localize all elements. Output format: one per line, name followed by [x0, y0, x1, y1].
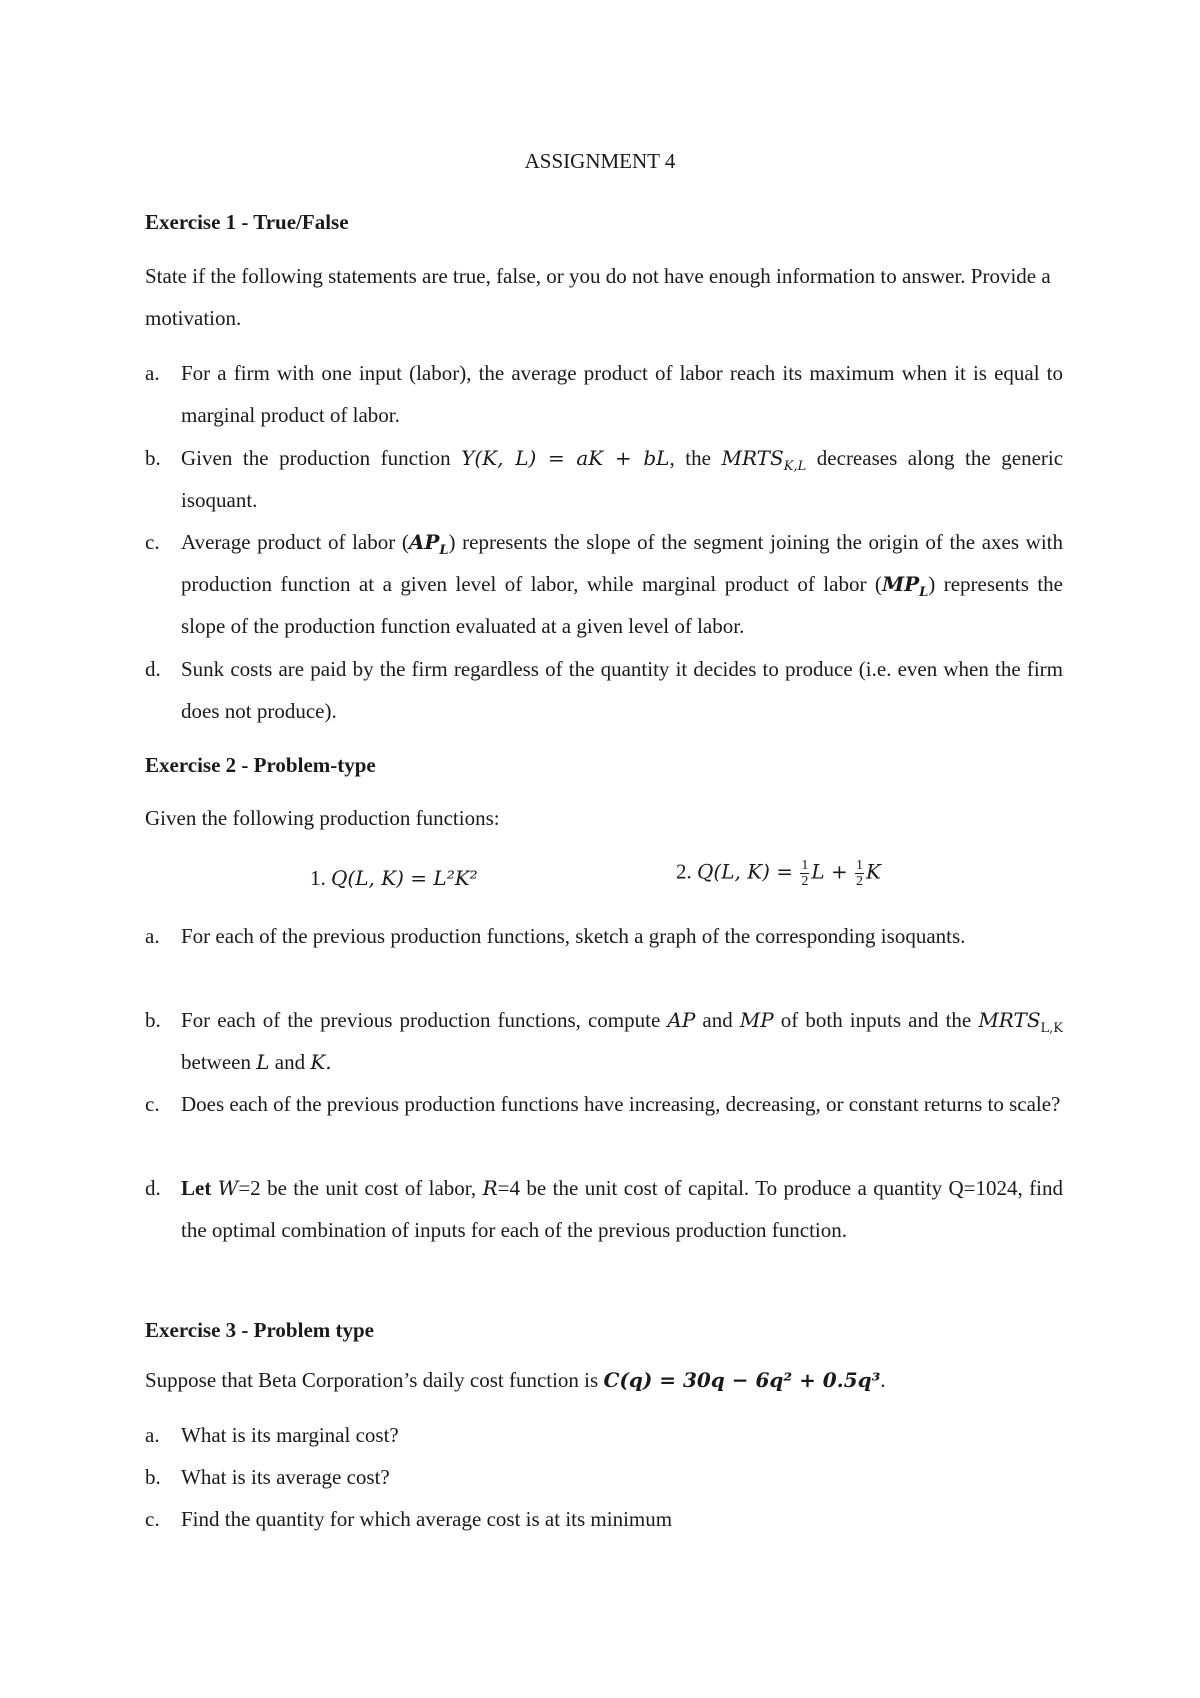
item-text — [181, 437, 1063, 521]
item-label: c. — [145, 1507, 160, 1531]
item-text: Does each of the previous production functions have increasing, decreasing, or constant returns to scale? — [181, 1092, 1061, 1116]
item-text-post: decreases along the generic isoquant. — [181, 446, 1064, 512]
production-function-formula: Y(K, L) = aK + bL — [461, 446, 670, 470]
formula-2-left: Q(L, K) = — [697, 859, 794, 884]
item-label: b. — [145, 446, 161, 470]
exercise-3-heading: Exercise 3 - Problem type — [145, 1318, 375, 1342]
exercise-2-item-c — [145, 1083, 1063, 1125]
exercise-3-item-b — [145, 1456, 1063, 1498]
item-label: c. — [145, 1092, 160, 1116]
exercise-3-intro: Suppose that Beta Corporation’s daily cost function is C(q) = 30q − 6q² + 0.5q³. — [145, 1368, 886, 1392]
fraction-one-half: $\frac{1}{2}$ — [855, 858, 863, 889]
exercise-1-intro: State if the following statements are true, false, or you do not have enough information to answer. Provide a motivation. — [145, 264, 1051, 330]
mrts-symbol: $MRTS_{K,L}$ — [721, 446, 807, 474]
item-text-mid: , the — [669, 446, 711, 470]
production-function-1 — [310, 866, 478, 891]
production-function-2 — [676, 858, 881, 889]
cost-function-formula: C(q) = 30q − 6q² + 0.5q³ — [603, 1368, 881, 1392]
formula-label: 1. — [310, 866, 326, 890]
item-text: Find the quantity for which average cost is at its minimum — [181, 1507, 673, 1531]
mrts-symbol: $MRTS_{L,K}$ — [978, 1008, 1064, 1036]
item-text: What is its marginal cost? — [181, 1423, 399, 1447]
item-text: Sunk costs are paid by the firm regardless of the quantity it decides to produce (i.e. even when the firm does not produce). — [181, 657, 1063, 723]
item-label: a. — [145, 361, 160, 385]
production-functions-row — [0, 858, 1200, 904]
exercise-2-item-a — [145, 915, 1063, 957]
exercise-3-item-c — [145, 1498, 1063, 1540]
item-label: a. — [145, 924, 160, 948]
item-label: b. — [145, 1008, 161, 1032]
ap-symbol: AP — [667, 1008, 696, 1032]
item-text — [181, 521, 1063, 647]
formula-1: Q(L, K) = L²K² — [331, 866, 478, 890]
exercise-3-item-a — [145, 1414, 1063, 1456]
item-label: a. — [145, 1423, 160, 1447]
exercise-2-item-b — [145, 999, 1063, 1083]
exercise-2-item-d — [145, 1167, 1063, 1251]
page-title: ASSIGNMENT 4 — [524, 149, 676, 173]
item-text: Let W=2 be the unit cost of labor, R=4 be the unit cost of capital. To produce a quantity Q=1024, find the optimal combination of inputs for each of the previous production function. — [181, 1176, 1064, 1242]
item-text-pre: Given the production function — [181, 446, 451, 470]
item-label: d. — [145, 1176, 161, 1200]
mp-symbol: MP — [739, 1008, 774, 1032]
exercise-1-item-b — [145, 437, 1063, 521]
item-label: c. — [145, 530, 160, 554]
item-text: What is its average cost? — [181, 1465, 390, 1489]
mp-symbol: $MP_L$ — [881, 572, 929, 600]
exercise-1-item-a — [145, 352, 1063, 436]
item-text: For each of the previous production functions, sketch a graph of the corresponding isoquants. — [181, 924, 966, 948]
fraction-one-half: $\frac{1}{2}$ — [801, 858, 809, 889]
exercise-1-item-d — [145, 648, 1063, 732]
item-text-pre: Average product of labor ( — [181, 530, 409, 554]
item-text: For a firm with one input (labor), the average product of labor reach its maximum when it is equal to marginal product of labor. — [181, 361, 1063, 427]
formula-2-term: K — [865, 859, 881, 884]
item-text-post: ) represents the slope of the production function evaluated at a given level of labor. — [181, 572, 1064, 638]
exercise-2-heading: Exercise 2 - Problem-type — [145, 753, 376, 777]
exercise-1-heading: Exercise 1 - True/False — [145, 210, 349, 234]
item-text-mid: ) represents the slope of the segment joining the origin of the axes with production function at a given level of labor, while marginal product of labor ( — [181, 530, 1063, 596]
exercise-2-intro: Given the following production functions: — [145, 806, 500, 830]
item-label: d. — [145, 657, 161, 681]
formula-label: 2. — [676, 859, 692, 884]
formula-2-term: L + — [811, 859, 848, 884]
item-label: b. — [145, 1465, 161, 1489]
item-text: For each of the previous production functions, compute AP and MP of both inputs and the $MRTS_{L,K}$ between L and K. — [181, 1008, 1064, 1074]
exercise-1-item-c — [145, 521, 1063, 647]
ap-symbol: $AP_L$ — [408, 530, 449, 558]
